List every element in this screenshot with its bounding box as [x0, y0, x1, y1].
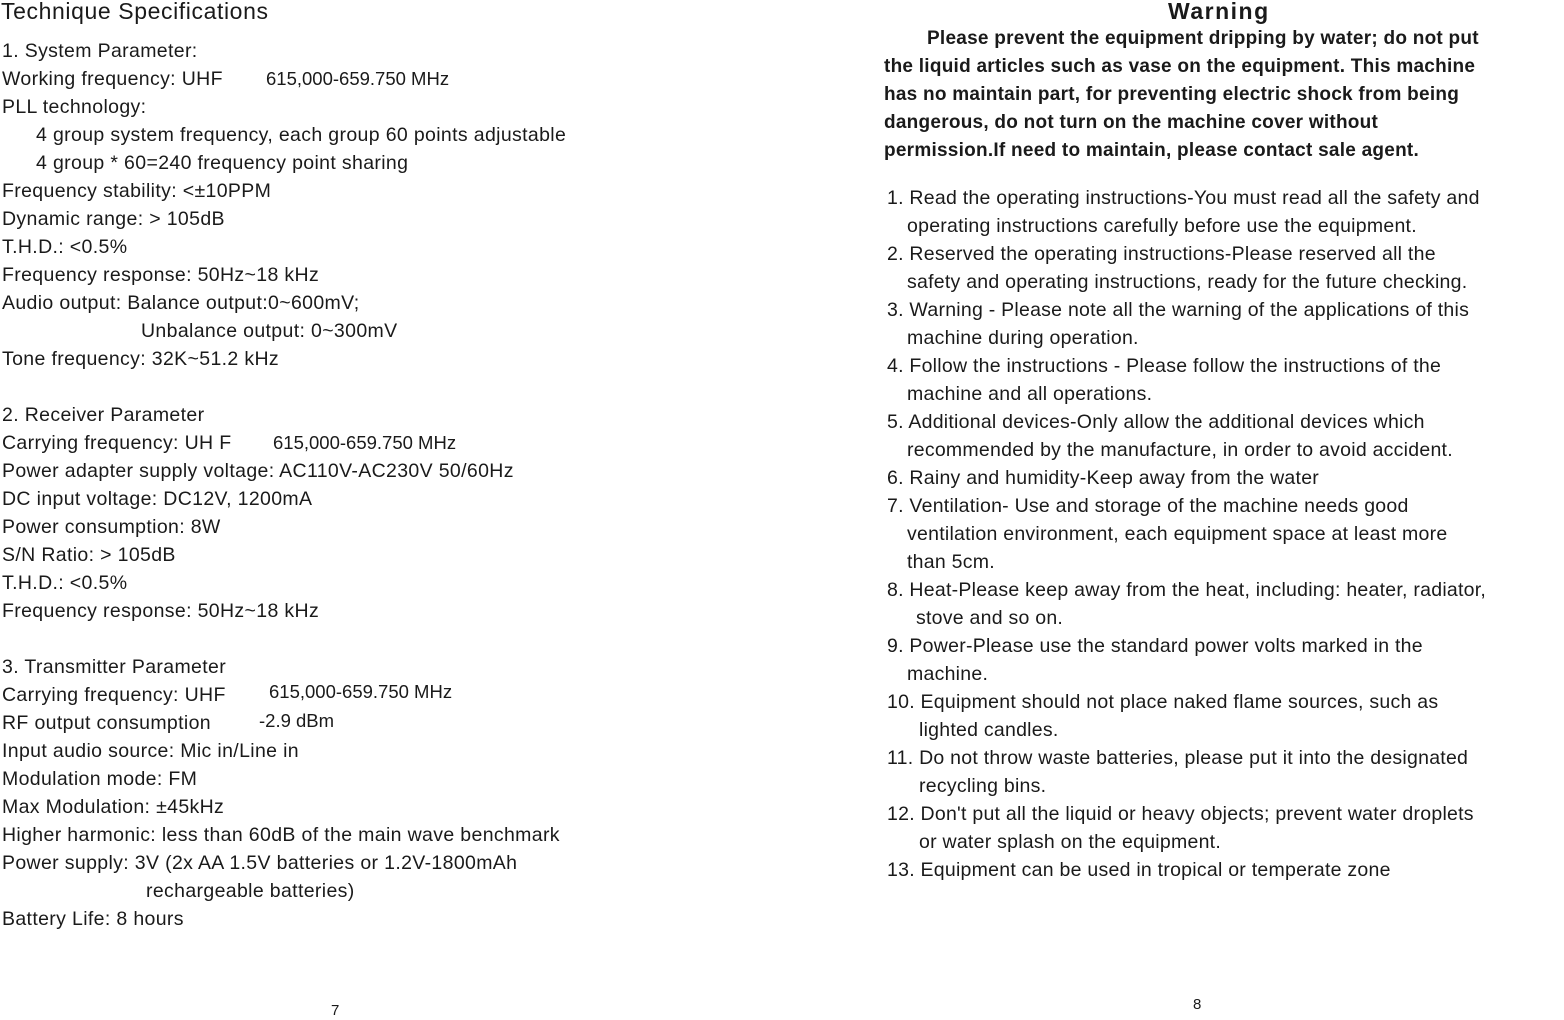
system-frequency-response: Frequency response: 50Hz~18 kHz — [2, 264, 320, 286]
pll-line-2: 4 group * 60=240 frequency point sharing — [36, 152, 409, 174]
power-supply: Power supply: 3V (2x AA 1.5V batteries or 1.2V-1800mAh — [2, 852, 518, 874]
warning-line: the liquid articles such as vase on the equipment. This machine — [884, 56, 1476, 77]
note-item-2-cont: safety and operating instructions, ready for the future checking. — [907, 271, 1468, 293]
battery-life: Battery Life: 8 hours — [2, 908, 184, 930]
note-item-7-cont: ventilation environment, each equipment space at least more — [907, 523, 1448, 545]
section-heading-system: 1. System Parameter: — [2, 40, 198, 62]
note-item-2: 2. Reserved the operating instructions-Please reserved all the — [887, 243, 1436, 265]
page-title-specifications: Technique Specifications — [1, 0, 269, 24]
warning-paragraph — [884, 25, 1564, 165]
rf-output-label: RF output consumption — [2, 712, 211, 734]
note-item-5-cont: recommended by the manufacture, in order to avoid accident. — [907, 439, 1453, 461]
sn-ratio: S/N Ratio: > 105dB — [2, 544, 176, 566]
note-item-1-cont: operating instructions carefully before use the equipment. — [907, 215, 1417, 237]
left-page — [0, 0, 780, 1017]
note-item-9: 9. Power-Please use the standard power volts marked in the — [887, 635, 1423, 657]
note-item-12-cont: or water splash on the equipment. — [919, 831, 1222, 853]
note-item-10: 10. Equipment should not place naked flame sources, such as — [887, 691, 1439, 713]
note-item-10-cont: lighted candles. — [919, 719, 1059, 741]
frequency-stability: Frequency stability: <±10PPM — [2, 180, 272, 202]
note-item-7-cont: than 5cm. — [907, 551, 995, 573]
note-item-6: 6. Rainy and humidity-Keep away from the water — [887, 467, 1320, 489]
power-consumption: Power consumption: 8W — [2, 516, 221, 538]
page-number-right: 8 — [1193, 996, 1202, 1013]
note-item-5: 5. Additional devices-Only allow the additional devices which — [887, 411, 1425, 433]
modulation-mode: Modulation mode: FM — [2, 768, 198, 790]
note-item-4: 4. Follow the instructions - Please follow the instructions of the — [887, 355, 1442, 377]
note-item-8-cont: stove and so on. — [916, 607, 1064, 629]
note-item-8: 8. Heat-Please keep away from the heat, including: heater, radiator, — [887, 579, 1487, 601]
transmitter-carrying-frequency-value: 615,000-659.750 MHz — [269, 681, 453, 702]
note-item-3-cont: machine during operation. — [907, 327, 1139, 349]
power-adapter-voltage: Power adapter supply voltage: AC110V-AC230V 50/60Hz — [2, 460, 514, 482]
note-item-9-cont: machine. — [907, 663, 989, 685]
note-item-12: 12. Don't put all the liquid or heavy objects; prevent water droplets — [887, 803, 1474, 825]
working-frequency-value: 615,000-659.750 MHz — [266, 68, 450, 89]
audio-output-balance: Audio output: Balance output:0~600mV; — [2, 292, 360, 314]
warning-line: Please prevent the equipment dripping by water; do not put — [927, 28, 1479, 49]
pll-line-1: 4 group system frequency, each group 60 points adjustable — [36, 124, 567, 146]
receiver-thd: T.H.D.: <0.5% — [2, 572, 128, 594]
note-item-4-cont: machine and all operations. — [907, 383, 1153, 405]
max-modulation: Max Modulation: ±45kHz — [2, 796, 225, 818]
rf-output-value: -2.9 dBm — [259, 710, 335, 731]
audio-output-unbalance: Unbalance output: 0~300mV — [141, 320, 398, 342]
note-item-1: 1. Read the operating instructions-You must read all the safety and — [887, 187, 1480, 209]
warning-line: permission.If need to maintain, please contact sale agent. — [884, 140, 1420, 161]
receiver-frequency-response: Frequency response: 50Hz~18 kHz — [2, 600, 320, 622]
section-heading-transmitter: 3. Transmitter Parameter — [2, 656, 227, 678]
dc-input-voltage: DC input voltage: DC12V, 1200mA — [2, 488, 313, 510]
note-item-3: 3. Warning - Please note all the warning of the applications of this — [887, 299, 1470, 321]
dynamic-range: Dynamic range: > 105dB — [2, 208, 225, 230]
higher-harmonic: Higher harmonic: less than 60dB of the main wave benchmark — [2, 824, 560, 846]
warning-line: dangerous, do not turn on the machine cover without — [884, 112, 1379, 133]
note-item-11: 11. Do not throw waste batteries, please put it into the designated — [887, 747, 1469, 769]
power-supply-continued: rechargeable batteries) — [146, 880, 355, 902]
note-item-13: 13. Equipment can be used in tropical or temperate zone — [887, 859, 1391, 881]
receiver-carrying-frequency-label: Carrying frequency: UH F — [2, 432, 232, 454]
section-heading-receiver: 2. Receiver Parameter — [2, 404, 205, 426]
pll-label: PLL technology: — [2, 96, 147, 118]
input-audio-source: Input audio source: Mic in/Line in — [2, 740, 299, 762]
note-item-7: 7. Ventilation- Use and storage of the machine needs good — [887, 495, 1409, 517]
page-title-warning: Warning — [1168, 0, 1270, 24]
page-number-left: 7 — [331, 1002, 340, 1019]
transmitter-carrying-frequency-label: Carrying frequency: UHF — [2, 684, 226, 706]
note-item-11-cont: recycling bins. — [919, 775, 1047, 797]
tone-frequency: Tone frequency: 32K~51.2 kHz — [2, 348, 280, 370]
warning-line: has no maintain part, for preventing electric shock from being — [884, 84, 1460, 105]
working-frequency-label: Working frequency: UHF — [2, 68, 223, 90]
system-thd: T.H.D.: <0.5% — [2, 236, 128, 258]
receiver-carrying-frequency-value: 615,000-659.750 MHz — [273, 432, 457, 453]
